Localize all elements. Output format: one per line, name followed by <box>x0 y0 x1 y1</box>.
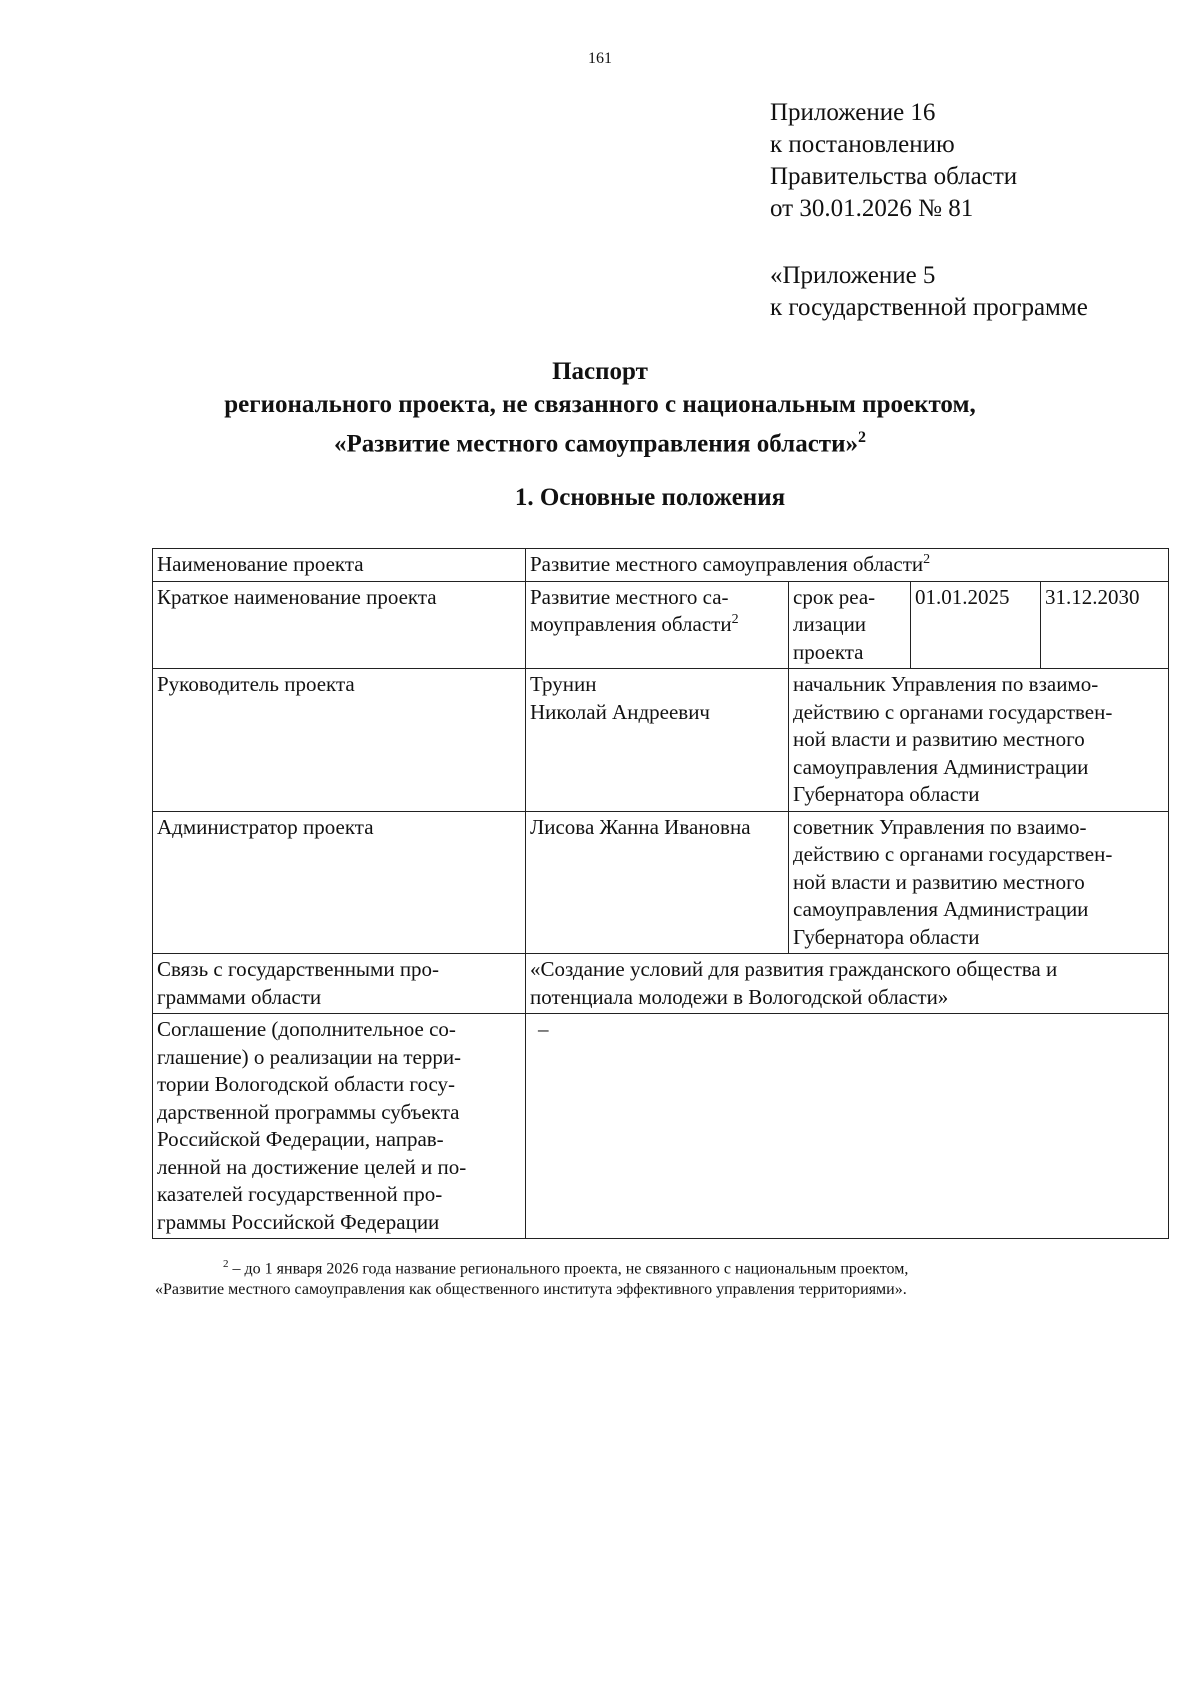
short-name-text: моуправления области <box>530 612 732 636</box>
short-name-line: Развитие местного са- <box>530 584 729 609</box>
label-line: тории Вологодской области госу- <box>157 1072 456 1096</box>
label-line: дарственной программы субъекта <box>157 1099 460 1124</box>
cell-value <box>526 581 789 669</box>
footnote-mark: 2 <box>857 429 866 446</box>
cell-label: Руководитель проекта <box>153 669 526 812</box>
appendix-16-title: Приложение 16 <box>770 99 936 126</box>
value-line: потенциала молодежи в Вологодской области» <box>530 984 949 1009</box>
term-label <box>789 581 911 669</box>
footnote-mark: 2 <box>923 552 931 567</box>
title-project-name: «Развитие местного самоуправления области» <box>334 430 858 458</box>
cell-label: Наименование проекта <box>153 549 526 582</box>
position-line: ной власти и развитию местного <box>793 869 1085 894</box>
section-heading: 1. Основные положения <box>514 484 786 511</box>
footnote-line: «Развитие местного самоуправления как общественного института эффективного управления территориями». <box>155 1281 907 1299</box>
position-line: Губернатора области <box>793 782 980 806</box>
footnote <box>155 1254 1155 1300</box>
end-date: 31.12.2030 <box>1041 581 1169 669</box>
agreement-value: – <box>526 1014 1169 1239</box>
appendix-5-title: «Приложение 5 <box>770 262 936 289</box>
document-title <box>0 355 1200 460</box>
head-name-line: Трунин <box>530 672 597 696</box>
head-name <box>526 669 789 812</box>
passport-table <box>152 548 1169 1239</box>
appendix-5-block <box>770 260 1088 324</box>
footnote-text: – до 1 января 2026 года название регионального проекта, не связанного с национальным проектом, <box>228 1260 909 1278</box>
position-line: советник Управления по взаимо- <box>793 814 1087 839</box>
cell-label: Краткое наименование проекта <box>153 581 526 669</box>
position-line: самоуправления Администрации <box>793 897 1089 921</box>
position-line: действию с органами государствен- <box>793 842 1113 866</box>
label-line: ленной на достижение целей и по- <box>157 1154 467 1179</box>
table-row <box>153 811 1169 954</box>
position-line: действию с органами государствен- <box>793 699 1113 724</box>
term-label-line: проекта <box>793 639 864 664</box>
position-line: ной власти и развитию местного <box>793 727 1085 751</box>
table-row <box>153 1014 1169 1239</box>
table-row <box>153 954 1169 1014</box>
page-number: 161 <box>588 50 612 67</box>
cell-value <box>526 549 1169 582</box>
administrator-position <box>789 811 1169 954</box>
footnote-mark: 2 <box>223 1258 229 1270</box>
title-line: регионального проекта, не связанного с национальным проектом, <box>224 391 976 418</box>
position-line: Губернатора области <box>793 924 980 949</box>
label-line: глашение) о реализации на терри- <box>157 1044 462 1069</box>
title-line: Паспорт <box>552 358 648 385</box>
table-row <box>153 581 1169 669</box>
term-label-line: лизации <box>793 612 867 636</box>
appendix-16-line: к постановлению <box>770 131 955 158</box>
start-date: 01.01.2025 <box>911 581 1041 669</box>
administrator-name: Лисова Жанна Ивановна <box>526 811 789 954</box>
cell-label <box>153 1014 526 1239</box>
appendix-5-line: к государственной программе <box>770 294 1088 321</box>
programs-value <box>526 954 1169 1014</box>
table-row <box>153 549 1169 582</box>
term-label-line: срок реа- <box>793 584 876 609</box>
short-name-line <box>530 611 784 639</box>
position-line: самоуправления Администрации <box>793 754 1089 779</box>
head-position <box>789 669 1169 812</box>
head-name-line: Николай Андреевич <box>530 699 710 724</box>
project-name-value: Развитие местного самоуправления области <box>530 552 924 576</box>
label-line: казателей государственной про- <box>157 1182 443 1206</box>
cell-label: Администратор проекта <box>153 811 526 954</box>
footnote-line <box>155 1254 1155 1279</box>
cell-label <box>153 954 526 1014</box>
value-line: «Создание условий для развития гражданского общества и <box>530 957 1058 981</box>
table-row <box>153 669 1169 812</box>
label-line: Связь с государственными про- <box>157 957 440 981</box>
label-line: Соглашение (дополнительное со- <box>157 1017 456 1041</box>
footnote-mark: 2 <box>731 612 739 627</box>
position-line: начальник Управления по взаимо- <box>793 672 1099 696</box>
label-line: Российской Федерации, направ- <box>157 1127 444 1151</box>
label-line: граммами области <box>157 984 322 1009</box>
appendix-16-line: Правительства области <box>770 163 1018 190</box>
label-line: граммы Российской Федерации <box>157 1209 440 1234</box>
title-line <box>0 421 1200 460</box>
appendix-16-block <box>770 97 1017 225</box>
appendix-16-date: от 30.01.2026 № 81 <box>770 195 974 222</box>
